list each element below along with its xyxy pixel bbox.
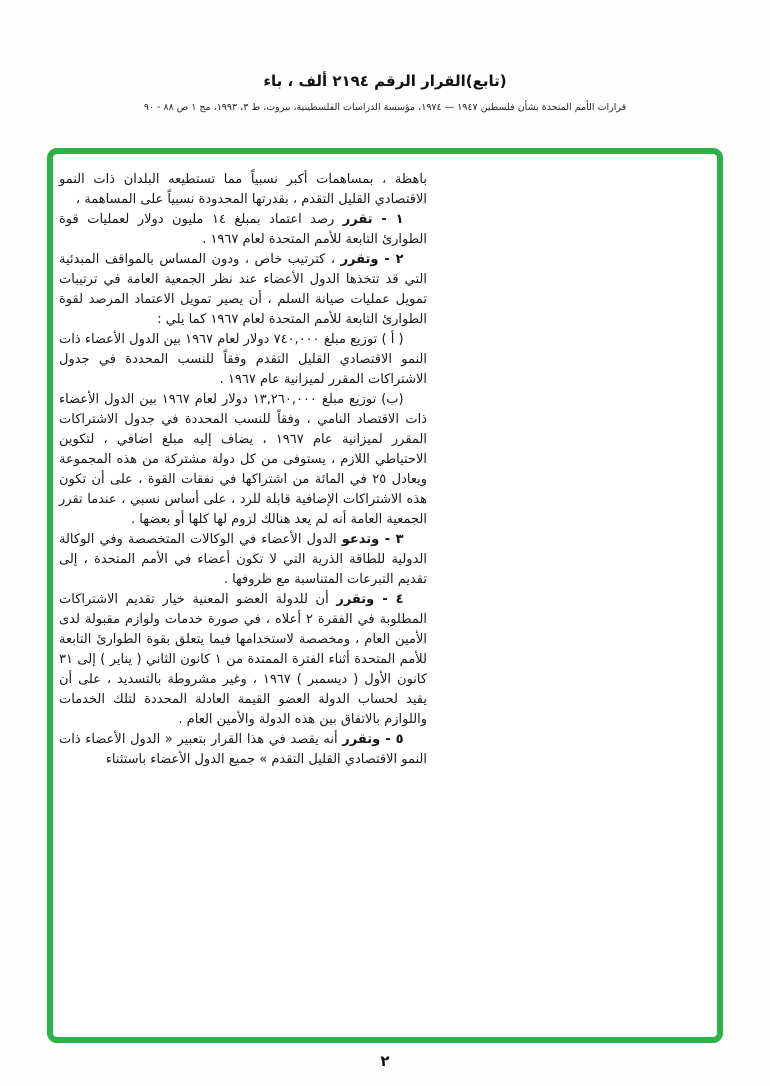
document-title: (تابع)القرار الرقم ٢١٩٤ ألف ، باء xyxy=(263,72,507,90)
resolution-paragraph xyxy=(59,590,427,730)
paragraph-text: أن للدولة العضو المعنية خيار تقديم الاشتراكات المطلوبة في الفقرة ٢ أعلاه ، في صورة خدمات ولوازم مقبولة لدى الأمين العام ، ومخصصة لاستخدامها فيما يتعلق بقوة الطوارئ التابعة للأمم المتحدة أثناء الفترة الممتدة من ١ كانون الثاني ( يناير ) إلى ٣١ كانون الأول ( ديسمبر ) ١٩٦٧ ، وغير مشروطة بالتسديد ، على أن يقيد لحساب الدولة العضو القيمة العادلة المحددة لتلك الخدمات واللوازم بالاتفاق بين هذه الدولة والأمين العام . xyxy=(59,592,428,727)
paragraph-lead: ٣ - وتدعو xyxy=(341,532,404,547)
resolution-subparagraph-b xyxy=(59,390,427,530)
page-number: ٢ xyxy=(380,1052,390,1070)
paragraph-text: أنه يقصد في هذا القرار بتعبير « الدول الأعضاء ذات النمو الاقتصادي القليل التقدم » جميع الدول الأعضاء باستثناء xyxy=(59,732,427,767)
paragraph-lead: ٥ - وتقرر xyxy=(342,732,404,747)
paragraph-text: رصد اعتماد بمبلغ ١٤ مليون دولار لعمليات قوة الطوارئ التابعة للأمم المتحدة لعام ١٩٦٧ . xyxy=(59,212,427,247)
resolution-paragraph xyxy=(59,170,427,210)
resolution-paragraph xyxy=(59,730,427,770)
paragraph-text: ( أ ) توزيع مبلغ ٧٤٠,٠٠٠ دولار لعام ١٩٦٧ بين الدول الأعضاء ذات النمو الاقتصادي القليل التقدم وفقاً للنسب المحددة في جدول الاشتراكات المقرر لميزانية عام ١٩٦٧ . xyxy=(59,332,427,387)
resolution-text-column xyxy=(59,170,427,770)
resolution-paragraph xyxy=(59,250,427,330)
paragraph-text: ، كترتيب خاص ، ودون المساس بالمواقف المبدئية التي قد تتخذها الدول الأعضاء عند نظر الجمعية العامة في ترتيبات تمويل عمليات صيانة السلم ، أن يصير تمويل الاعتماد المرصد لقوة الطوارئ التابعة للأمم المتحدة لعام ١٩٦٧ كما يلي : xyxy=(59,252,427,327)
document-header xyxy=(0,72,770,113)
resolution-subparagraph-a xyxy=(59,330,427,390)
paragraph-lead: ٢ - وتقرر xyxy=(340,252,404,267)
resolution-paragraph xyxy=(59,530,427,590)
document-source-citation: قرارات الأمم المتحدة بشأن فلسطين ١٩٤٧ — ١٩٧٤، مؤسسة الدراسات الفلسطينية، بيروت، ط ٣، ١٩٩٣، مج ١ ص ٨٨ - ٩٠ xyxy=(143,102,627,113)
paragraph-lead: ٤ - وتقرر xyxy=(336,592,404,607)
paragraph-text: (ب) توزيع مبلغ ١٣,٢٦٠,٠٠٠ دولار لعام ١٩٦٧ بين الدول الأعضاء ذات الاقتصاد النامي ، وفقاً للنسب المحددة في جدول الاشتراكات المقرر لميزانية عام ١٩٦٧ ، يضاف إليه مبلغ اضافي ، لتكوين الاحتياطي اللازم ، يستوفى من كل دولة مشتركة من هذه المجموعة ويعادل ٢٥ في المائة من اشتراكها في نفقات القوة ، على أن تكون هذه الاشتراكات الإضافية قابلة للرد ، على أساس نسبي ، عندما تقرر الجمعية العامة أنه لم يعد هنالك لزوم لها كلها أو بعضها . xyxy=(59,392,427,527)
paragraph-text: باهظة ، بمساهمات أكبر نسبياً مما تستطيعه البلدان ذات النمو الاقتصادي القليل التقدم ، بقدرتها المحدودة نسبياً على المساهمة ، xyxy=(59,172,427,207)
resolution-paragraph xyxy=(59,210,427,250)
green-border-box xyxy=(47,148,723,1043)
paragraph-lead: ١ - تقرر xyxy=(342,212,404,227)
paragraph-text: الدول الأعضاء في الوكالات المتخصصة وفي الوكالة الدولية للطاقة الذرية التي لا تكون أعضاء في الأمم المتحدة ، إلى تقديم التبرعات المتناسبة مع ظروفها . xyxy=(59,532,427,587)
